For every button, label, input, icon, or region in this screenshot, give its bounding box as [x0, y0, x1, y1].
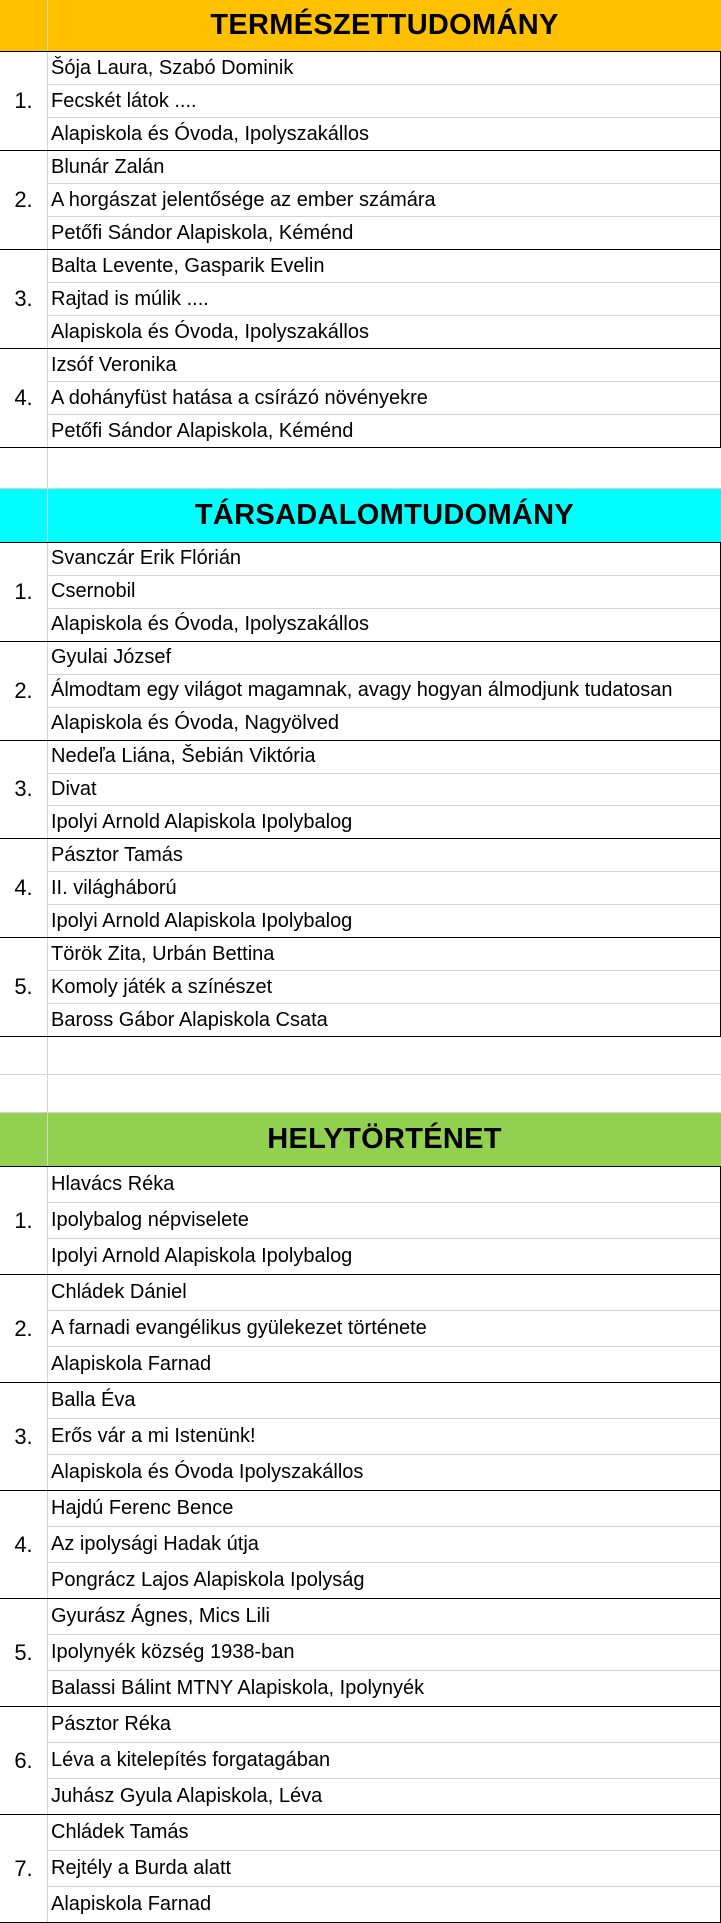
entry-number[interactable]: 3.	[14, 286, 33, 311]
entry-number[interactable]: 1.	[14, 88, 33, 113]
entry-row	[0, 349, 721, 448]
entry-row	[0, 151, 721, 250]
section-header	[0, 1113, 721, 1167]
entry-authors[interactable]: Gyulai József	[51, 646, 172, 669]
entry-cells	[48, 1383, 721, 1490]
entry-number[interactable]: 6.	[14, 1747, 33, 1773]
entry-cells	[48, 1707, 721, 1814]
entry-school[interactable]: Alapiskola és Óvoda, Ipolyszakállos	[48, 315, 720, 348]
entry-authors[interactable]: Balta Levente, Gasparik Evelin	[51, 254, 325, 277]
entry-number[interactable]: 5.	[14, 1639, 33, 1665]
entry-number[interactable]: 5.	[14, 974, 33, 1000]
header-number-cell[interactable]	[0, 0, 48, 51]
entry-title[interactable]: A farnadi evangélikus gyülekezet története	[48, 1310, 720, 1346]
entry-title[interactable]: Divat	[48, 773, 720, 806]
entry-school[interactable]: Alapiskola és Óvoda, Ipolyszakállos	[48, 117, 720, 150]
entry-cells	[48, 1599, 721, 1706]
entry-title[interactable]: Komoly játék a színészet	[48, 970, 720, 1003]
entry-title[interactable]: Az ipolysági Hadak útja	[48, 1526, 720, 1562]
entry-row	[0, 839, 721, 938]
entry-row	[0, 1275, 721, 1383]
entry-authors[interactable]: Pásztor Réka	[51, 1713, 172, 1735]
entry-school[interactable]: Baross Gábor Alapiskola Csata	[48, 1003, 720, 1036]
entry-school[interactable]: Ipolyi Arnold Alapiskola Ipolybalog	[48, 805, 720, 838]
entry-title[interactable]: Csernobil	[48, 575, 720, 608]
entry-number[interactable]: 1.	[14, 578, 33, 604]
entry-school[interactable]: Balassi Bálint MTNY Alapiskola, Ipolynyék	[48, 1670, 720, 1706]
entry-cells	[48, 839, 721, 937]
entry-school[interactable]: Petőfi Sándor Alapiskola, Kéménd	[48, 216, 720, 249]
entry-cells	[48, 642, 721, 740]
entry-title[interactable]: Ipolybalog népviselete	[48, 1202, 720, 1238]
entry-number[interactable]: 2.	[14, 187, 33, 212]
entry-row	[0, 250, 721, 349]
entry-cells	[48, 938, 721, 1036]
entry-authors[interactable]: Svanczár Erik Flórián	[51, 547, 242, 570]
entry-school[interactable]: Alapiskola és Óvoda Ipolyszakállos	[48, 1454, 720, 1490]
entry-school[interactable]: Juhász Gyula Alapiskola, Léva	[48, 1778, 720, 1814]
entry-title[interactable]: Ipolynyék község 1938-ban	[48, 1634, 720, 1670]
entry-number[interactable]: 2.	[14, 677, 33, 703]
entry-school[interactable]: Ipolyi Arnold Alapiskola Ipolybalog	[48, 1238, 720, 1274]
entry-row	[0, 52, 721, 151]
empty-row[interactable]	[0, 1037, 721, 1075]
entry-row	[0, 543, 721, 642]
empty-row[interactable]	[0, 448, 721, 489]
entry-title[interactable]: Rajtad is múlik ....	[48, 282, 720, 315]
entry-number[interactable]: 2.	[14, 1315, 33, 1341]
entry-authors[interactable]: Balla Éva	[51, 1389, 136, 1411]
entry-number[interactable]: 3.	[14, 1423, 33, 1449]
entry-school[interactable]: Petőfi Sándor Alapiskola, Kéménd	[48, 414, 720, 447]
entry-number[interactable]: 1.	[14, 1207, 33, 1233]
section-title[interactable]: HELYTÖRTÉNET	[267, 1123, 502, 1155]
entry-school[interactable]: Alapiskola Farnad	[48, 1886, 720, 1922]
entry-title[interactable]: A horgászat jelentősége az ember számára	[48, 183, 720, 216]
entry-authors[interactable]: Hajdú Ferenc Bence	[51, 1497, 234, 1519]
entry-row	[0, 741, 721, 840]
empty-row[interactable]	[0, 1075, 721, 1113]
entry-cells	[48, 349, 721, 447]
entry-authors[interactable]: Blunár Zalán	[51, 155, 165, 178]
entry-cells	[48, 1167, 721, 1274]
entry-cells	[48, 52, 721, 150]
section-title[interactable]: TÁRSADALOMTUDOMÁNY	[194, 499, 575, 531]
entry-title[interactable]: Fecskét látok ....	[48, 84, 720, 117]
entry-title[interactable]: Léva a kitelepítés forgatagában	[48, 1742, 720, 1778]
entry-authors[interactable]: Hlavács Réka	[51, 1173, 175, 1195]
entry-number[interactable]: 3.	[14, 776, 33, 802]
entry-number[interactable]: 4.	[14, 385, 33, 410]
entry-row	[0, 1599, 721, 1707]
entry-row	[0, 1383, 721, 1491]
entry-authors[interactable]: Izsóf Veronika	[51, 353, 177, 376]
entry-cells	[48, 1275, 721, 1382]
entry-school[interactable]: Alapiskola Farnad	[48, 1346, 720, 1382]
section-title[interactable]: TERMÉSZETTUDOMÁNY	[210, 9, 559, 41]
entry-school[interactable]: Ipolyi Arnold Alapiskola Ipolybalog	[48, 904, 720, 937]
entry-authors[interactable]: Šója Laura, Szabó Dominik	[51, 56, 294, 79]
entry-row	[0, 1491, 721, 1599]
entry-school[interactable]: Pongrácz Lajos Alapiskola Ipolyság	[48, 1562, 720, 1598]
entry-number[interactable]: 7.	[14, 1855, 33, 1881]
entry-title[interactable]: Rejtély a Burda alatt	[48, 1850, 720, 1886]
header-number-cell[interactable]	[0, 1113, 48, 1166]
entry-title[interactable]: A dohányfüst hatása a csírázó növényekre	[48, 381, 720, 414]
entry-cells	[48, 1491, 721, 1598]
entry-row	[0, 1815, 721, 1923]
section-header	[0, 489, 721, 543]
entry-cells	[48, 741, 721, 839]
entry-authors[interactable]: Török Zita, Urbán Bettina	[51, 942, 275, 965]
entry-row	[0, 1707, 721, 1815]
entry-cells	[48, 543, 721, 641]
entry-title[interactable]: Álmodtam egy világot magamnak, avagy hogyan álmodjunk tudatosan	[48, 674, 720, 707]
entry-row	[0, 938, 721, 1037]
entry-cells	[48, 250, 721, 348]
entry-cells	[48, 1815, 721, 1922]
entry-school[interactable]: Alapiskola és Óvoda, Nagyölved	[48, 707, 720, 740]
entry-number[interactable]: 4.	[14, 1531, 33, 1557]
entry-authors[interactable]: Chládek Tamás	[51, 1821, 189, 1843]
entry-cells	[48, 151, 721, 249]
entry-number[interactable]: 4.	[14, 875, 33, 901]
entry-authors[interactable]: Gyurász Ágnes, Mics Lili	[51, 1605, 270, 1627]
entry-authors[interactable]: Chládek Dániel	[51, 1281, 187, 1303]
entry-row	[0, 1167, 721, 1275]
entry-authors[interactable]: Nedeľa Liána, Šebián Viktória	[51, 745, 316, 768]
entry-title[interactable]: II. világháború	[48, 871, 720, 904]
header-number-cell[interactable]	[0, 489, 48, 542]
entry-title[interactable]: Erős vár a mi Istenünk!	[48, 1418, 720, 1454]
section-header	[0, 0, 721, 52]
entry-authors[interactable]: Pásztor Tamás	[51, 843, 183, 866]
entry-school[interactable]: Alapiskola és Óvoda, Ipolyszakállos	[48, 608, 720, 641]
entry-row	[0, 642, 721, 741]
